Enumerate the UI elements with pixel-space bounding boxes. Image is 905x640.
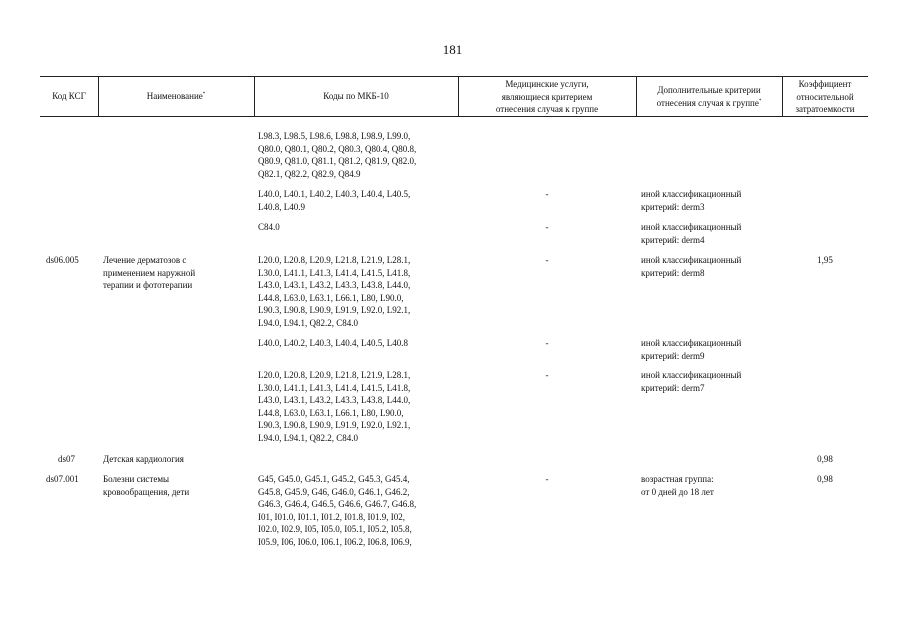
- coefficient-value: 1,95: [817, 255, 833, 265]
- icd-codes-line: L94.0, L94.1, Q82.2, C84.0: [258, 432, 358, 443]
- header-criteria-line: Дополнительные критерии: [657, 85, 761, 95]
- service-value: -: [545, 474, 549, 484]
- table-header-rule: [40, 116, 868, 117]
- criteria-line: возрастная группа:: [641, 474, 714, 484]
- icd-codes-line: L40.0, L40.2, L40.3, L40.4, L40.5, L40.8: [258, 338, 408, 348]
- icd-codes-line: L40.0, L40.1, L40.2, L40.3, L40.4, L40.5,: [258, 189, 411, 199]
- ksg-name-line: терапии и фототерапии: [103, 280, 193, 290]
- criteria: [641, 188, 741, 213]
- ksg-code: ds06.005: [46, 255, 79, 265]
- table-top-rule: [40, 76, 868, 77]
- ksg-name-line: кровообращения, дети: [103, 486, 190, 497]
- header-services-line: отнесения случая к группе: [495, 104, 599, 114]
- ksg-code: ds07.001: [46, 474, 79, 484]
- criteria: [641, 473, 714, 498]
- icd-codes-line: L90.3, L90.8, L90.9, L91.9, L92.0, L92.1,: [258, 305, 411, 315]
- icd-codes: [258, 473, 416, 548]
- icd-codes-line: Q80.9, Q81.0, Q81.1, Q81.2, Q81.9, Q82.0,: [258, 156, 417, 166]
- page-number: 181: [442, 42, 463, 57]
- header-icd: Коды по МКБ-10: [323, 91, 389, 101]
- header-coefficient-line: Коэффициент: [798, 79, 852, 89]
- criteria-line: критерий: derm9: [641, 350, 705, 361]
- icd-codes-line: L44.8, L63.0, L63.1, L66.1, L80, L90.0,: [258, 407, 404, 418]
- header-coefficient: [782, 78, 868, 116]
- service-value: -: [545, 189, 549, 199]
- header-criteria-line: [636, 97, 782, 110]
- criteria-line: иной классификационный: [641, 222, 742, 232]
- coefficient-value: 0,98: [817, 474, 833, 484]
- header-name-footnote-mark: *: [202, 92, 206, 97]
- ksg-name-line: применением наружной: [103, 267, 196, 278]
- icd-codes-line: L20.0, L20.8, L20.9, L21.8, L21.9, L28.1,: [258, 370, 411, 380]
- criteria-line: критерий: derm3: [641, 201, 705, 212]
- icd-codes: [258, 188, 410, 213]
- ksg-name-line: Детская кардиология: [103, 454, 184, 464]
- criteria-line: иной классификационный: [641, 255, 742, 265]
- service-value: -: [545, 255, 549, 265]
- criteria: [641, 254, 741, 279]
- ksg-name: [103, 473, 189, 498]
- icd-codes: [258, 254, 410, 329]
- icd-codes-line: L98.3, L98.5, L98.6, L98.8, L98.9, L99.0,: [258, 131, 411, 141]
- icd-codes-line: Q82.1, Q82.2, Q82.9, Q84.9: [258, 168, 361, 179]
- coefficient-value: 0,98: [817, 454, 833, 464]
- icd-codes-line: G46.3, G46.4, G46.5, G46.6, G46.7, G46.8,: [258, 499, 417, 509]
- criteria: [641, 369, 741, 394]
- icd-codes: [258, 221, 280, 234]
- icd-codes-line: I05.9, I06, I06.0, I06.1, I06.2, I06.8, I06.9,: [258, 536, 412, 547]
- ksg-name-line: Болезни системы: [103, 474, 170, 484]
- icd-codes-line: C84.0: [258, 222, 280, 232]
- icd-codes: [258, 369, 410, 444]
- header-services-line: Медицинские услуги,: [505, 79, 589, 89]
- header-coefficient-line: относительной: [796, 91, 854, 102]
- criteria-line: критерий: derm8: [641, 267, 705, 278]
- icd-codes: [258, 130, 416, 180]
- icd-codes-line: L43.0, L43.1, L43.2, L43.3, L43.8, L44.0,: [258, 280, 411, 290]
- icd-codes-line: I02.0, I02.9, I05, I05.0, I05.1, I05.2, I05.8,: [258, 524, 412, 534]
- icd-codes-line: I01, I01.0, I01.1, I01.2, I01.8, I01.9, I02,: [258, 511, 405, 522]
- criteria: [641, 337, 741, 362]
- icd-codes-line: L90.3, L90.8, L90.9, L91.9, L92.0, L92.1,: [258, 420, 411, 430]
- icd-codes-line: L94.0, L94.1, Q82.2, C84.0: [258, 317, 358, 328]
- icd-codes-line: Q80.0, Q80.1, Q80.2, Q80.3, Q80.4, Q80.8,: [258, 143, 417, 154]
- criteria-line: критерий: derm4: [641, 234, 705, 245]
- icd-codes-line: L44.8, L63.0, L63.1, L66.1, L80, L90.0,: [258, 292, 404, 303]
- header-name-text: Наименование: [146, 91, 203, 101]
- ksg-code: ds07: [58, 454, 76, 464]
- icd-codes-line: L30.0, L41.1, L41.3, L41.4, L41.5, L41.8,: [258, 267, 411, 278]
- ksg-name: [103, 453, 184, 466]
- ksg-name-line: Лечение дерматозов с: [103, 255, 187, 265]
- criteria-line: критерий: derm7: [641, 382, 705, 393]
- header-services: [458, 78, 636, 116]
- icd-codes-line: L20.0, L20.8, L20.9, L21.8, L21.9, L28.1,: [258, 255, 411, 265]
- service-value: -: [545, 370, 549, 380]
- icd-codes-line: L30.0, L41.1, L41.3, L41.4, L41.5, L41.8,: [258, 382, 411, 393]
- header-coefficient-line: затратоемкости: [795, 104, 855, 114]
- header-criteria-footnote-mark: *: [758, 98, 762, 104]
- criteria-line: иной классификационный: [641, 370, 742, 380]
- service-value: -: [545, 338, 549, 348]
- icd-codes-line: G45, G45.0, G45.1, G45.2, G45.3, G45.4,: [258, 474, 410, 484]
- header-code: Код КСГ: [52, 91, 86, 101]
- icd-codes-line: G45.8, G45.9, G46, G46.0, G46.1, G46.2,: [258, 486, 410, 497]
- criteria-line: от 0 дней до 18 лет: [641, 486, 714, 497]
- icd-codes-line: L43.0, L43.1, L43.2, L43.3, L43.8, L44.0,: [258, 395, 411, 405]
- header-name: [98, 90, 254, 103]
- criteria: [641, 221, 741, 246]
- header-criteria: [636, 84, 782, 109]
- header-services-line: являющиеся критерием: [501, 91, 593, 102]
- icd-codes-line: L40.8, L40.9: [258, 201, 305, 212]
- criteria-line: иной классификационный: [641, 189, 742, 199]
- icd-codes: [258, 337, 408, 350]
- service-value: -: [545, 222, 549, 232]
- ksg-name: [103, 254, 195, 292]
- header-criteria-text: отнесения случая к группе: [656, 97, 759, 108]
- criteria-line: иной классификационный: [641, 338, 742, 348]
